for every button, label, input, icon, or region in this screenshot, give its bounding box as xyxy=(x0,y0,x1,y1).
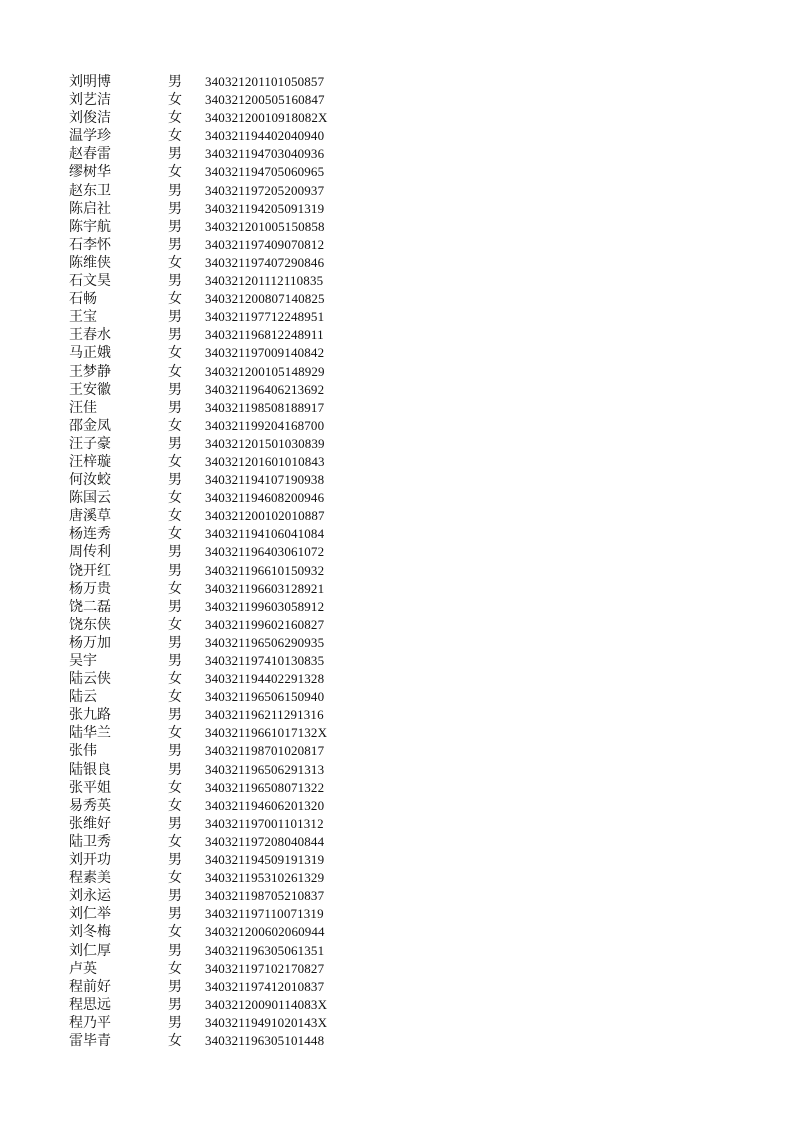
person-name: 吴宇 xyxy=(69,653,97,669)
person-gender: 男 xyxy=(168,1014,182,1031)
person-gender: 女 xyxy=(168,1032,182,1049)
person-id-number: 340321200505160847 xyxy=(205,92,325,108)
person-id-number: 340321199204168700 xyxy=(205,417,325,433)
person-id-number: 34032119491020143X xyxy=(205,1014,328,1030)
person-gender: 男 xyxy=(168,815,182,832)
person-id-number: 340321198705210837 xyxy=(205,888,325,904)
table-row xyxy=(0,942,793,960)
table-row xyxy=(0,616,793,634)
table-row xyxy=(0,417,793,435)
person-name: 刘开功 xyxy=(69,852,111,869)
person-gender: 男 xyxy=(168,761,182,778)
person-gender: 女 xyxy=(168,508,182,525)
person-id-number: 340321201501030839 xyxy=(205,435,325,451)
person-id-number: 340321194402040940 xyxy=(205,128,325,144)
person-name: 王春水 xyxy=(69,327,111,344)
person-id-number: 340321194703040936 xyxy=(205,146,325,162)
person-id-number: 340321199603058912 xyxy=(205,598,325,614)
person-gender: 女 xyxy=(168,616,182,633)
person-id-number: 340321196603128921 xyxy=(205,580,325,596)
person-gender: 男 xyxy=(168,996,182,1013)
person-gender: 女 xyxy=(168,580,182,597)
table-row xyxy=(0,724,793,742)
person-id-number: 340321197409070812 xyxy=(205,236,325,252)
person-id-number: 340321200102010887 xyxy=(205,508,325,524)
table-row xyxy=(0,236,793,254)
table-row xyxy=(0,923,793,941)
person-id-number: 340321198701020817 xyxy=(205,743,325,759)
person-name: 刘冬梅 xyxy=(69,924,111,941)
table-row xyxy=(0,761,793,779)
person-id-number: 340321197009140842 xyxy=(205,345,325,361)
table-row xyxy=(0,543,793,561)
table-row xyxy=(0,326,793,344)
person-gender: 女 xyxy=(168,345,182,362)
person-gender: 男 xyxy=(168,978,182,995)
person-id-number: 340321200807140825 xyxy=(205,291,325,307)
person-id-number: 340321194402291328 xyxy=(205,671,325,687)
person-gender: 男 xyxy=(168,182,182,199)
person-gender: 男 xyxy=(168,634,182,651)
table-row xyxy=(0,779,793,797)
person-name: 石李怀 xyxy=(69,236,111,253)
person-id-number: 340321199602160827 xyxy=(205,616,325,632)
person-id-number: 340321197712248951 xyxy=(205,309,325,325)
table-row xyxy=(0,960,793,978)
table-row xyxy=(0,525,793,543)
person-id-number: 340321196610150932 xyxy=(205,562,325,578)
person-id-number: 340321201005150858 xyxy=(205,218,325,234)
table-row xyxy=(0,163,793,181)
person-name: 何汝蛟 xyxy=(69,472,111,489)
person-gender: 女 xyxy=(168,725,182,742)
person-name: 卢英 xyxy=(69,960,97,977)
table-row xyxy=(0,1014,793,1032)
person-id-number: 340321194705060965 xyxy=(205,164,325,180)
person-gender: 女 xyxy=(168,960,182,977)
table-row xyxy=(0,851,793,869)
person-gender: 女 xyxy=(168,417,182,434)
person-name: 陈启社 xyxy=(69,200,111,217)
person-name: 石畅 xyxy=(69,291,97,308)
person-gender: 男 xyxy=(168,888,182,905)
person-name: 饶开红 xyxy=(69,562,111,579)
person-name: 杨万加 xyxy=(69,634,111,651)
person-name: 饶东侠 xyxy=(69,616,111,633)
person-id-number: 340321196211291316 xyxy=(205,707,324,723)
person-name: 赵东卫 xyxy=(69,182,111,199)
person-name: 马正娥 xyxy=(69,345,111,362)
person-name: 张平姐 xyxy=(69,779,111,796)
person-gender: 男 xyxy=(168,435,182,452)
person-gender: 男 xyxy=(168,273,182,290)
person-id-number: 340321198508188917 xyxy=(205,399,325,415)
table-row xyxy=(0,670,793,688)
table-row xyxy=(0,742,793,760)
person-name: 刘明博 xyxy=(69,74,111,90)
person-id-number: 340321201101050857 xyxy=(205,74,325,89)
records-list xyxy=(0,73,793,1050)
person-gender: 女 xyxy=(168,453,182,470)
person-name: 程乃平 xyxy=(69,1014,111,1031)
person-name: 缪树华 xyxy=(69,164,111,181)
table-row xyxy=(0,580,793,598)
person-name: 杨连秀 xyxy=(69,526,111,543)
person-name: 程前好 xyxy=(69,978,111,995)
table-row xyxy=(0,109,793,127)
person-id-number: 340321194606201320 xyxy=(205,797,325,813)
person-gender: 男 xyxy=(168,74,182,90)
table-row xyxy=(0,797,793,815)
person-name: 刘永运 xyxy=(69,888,111,905)
person-gender: 女 xyxy=(168,833,182,850)
person-id-number: 340321197208040844 xyxy=(205,833,325,849)
table-row xyxy=(0,507,793,525)
person-id-number: 340321201112110835 xyxy=(205,273,324,289)
person-name: 邵金凤 xyxy=(69,417,111,434)
person-id-number: 340321197001101312 xyxy=(205,815,324,831)
person-name: 刘仁厚 xyxy=(69,942,111,959)
table-row xyxy=(0,200,793,218)
person-id-number: 340321194106041084 xyxy=(205,526,325,542)
person-gender: 女 xyxy=(168,128,182,145)
table-row xyxy=(0,652,793,670)
table-row xyxy=(0,182,793,200)
person-name: 王梦静 xyxy=(69,363,111,380)
table-row xyxy=(0,1032,793,1050)
person-name: 汪子豪 xyxy=(69,435,111,452)
person-gender: 男 xyxy=(168,381,182,398)
person-name: 陈宇航 xyxy=(69,218,111,235)
person-name: 陈国云 xyxy=(69,490,111,507)
person-id-number: 340321196506150940 xyxy=(205,689,325,705)
person-gender: 男 xyxy=(168,544,182,561)
table-row xyxy=(0,887,793,905)
person-id-number: 340321201601010843 xyxy=(205,453,325,469)
person-id-number: 340321196406213692 xyxy=(205,381,325,397)
person-id-number: 34032120090114083X xyxy=(205,996,328,1012)
person-gender: 女 xyxy=(168,164,182,181)
person-name: 王安徽 xyxy=(69,381,111,398)
table-row xyxy=(0,471,793,489)
table-row xyxy=(0,634,793,652)
person-gender: 男 xyxy=(168,236,182,253)
person-name: 张九路 xyxy=(69,707,111,724)
person-name: 陆银良 xyxy=(69,761,111,778)
person-gender: 女 xyxy=(168,924,182,941)
person-gender: 男 xyxy=(168,146,182,163)
person-name: 温学珍 xyxy=(69,128,111,145)
person-gender: 男 xyxy=(168,472,182,489)
person-name: 程素美 xyxy=(69,870,111,887)
person-gender: 男 xyxy=(168,200,182,217)
table-row xyxy=(0,91,793,109)
person-name: 周传利 xyxy=(69,544,111,561)
person-id-number: 340321197205200937 xyxy=(205,182,325,198)
person-gender: 女 xyxy=(168,254,182,271)
person-id-number: 340321197102170827 xyxy=(205,960,325,976)
person-id-number: 340321197110071319 xyxy=(205,906,324,922)
person-gender: 女 xyxy=(168,689,182,706)
table-row xyxy=(0,254,793,272)
person-gender: 女 xyxy=(168,291,182,308)
table-row xyxy=(0,399,793,417)
person-id-number: 340321196305061351 xyxy=(205,942,325,958)
person-id-number: 340321196506291313 xyxy=(205,761,325,777)
person-id-number: 340321200105148929 xyxy=(205,363,325,379)
table-row xyxy=(0,381,793,399)
table-row xyxy=(0,598,793,616)
person-gender: 男 xyxy=(168,399,182,416)
person-name: 刘俊洁 xyxy=(69,110,111,127)
person-gender: 男 xyxy=(168,309,182,326)
table-row xyxy=(0,308,793,326)
person-name: 陆云 xyxy=(69,689,97,706)
table-row xyxy=(0,218,793,236)
table-row xyxy=(0,815,793,833)
person-name: 赵春雷 xyxy=(69,146,111,163)
person-id-number: 340321194509191319 xyxy=(205,852,325,868)
person-name: 刘艺洁 xyxy=(69,92,111,109)
person-id-number: 34032120010918082X xyxy=(205,110,328,126)
person-gender: 女 xyxy=(168,490,182,507)
person-gender: 男 xyxy=(168,707,182,724)
table-row xyxy=(0,869,793,887)
person-id-number: 340321196508071322 xyxy=(205,779,325,795)
person-name: 汪佳 xyxy=(69,399,97,416)
person-gender: 女 xyxy=(168,92,182,109)
table-row xyxy=(0,706,793,724)
person-gender: 男 xyxy=(168,598,182,615)
person-gender: 女 xyxy=(168,363,182,380)
person-id-number: 340321194107190938 xyxy=(205,472,325,488)
person-id-number: 340321196403061072 xyxy=(205,544,325,560)
person-name: 张维好 xyxy=(69,815,111,832)
person-gender: 男 xyxy=(168,218,182,235)
person-name: 刘仁举 xyxy=(69,906,111,923)
person-gender: 女 xyxy=(168,526,182,543)
table-row xyxy=(0,562,793,580)
person-gender: 男 xyxy=(168,942,182,959)
person-id-number: 340321197412010837 xyxy=(205,978,325,994)
person-name: 陆卫秀 xyxy=(69,833,111,850)
person-name: 唐溪草 xyxy=(69,508,111,525)
person-id-number: 340321196812248911 xyxy=(205,327,324,343)
person-name: 程思远 xyxy=(69,996,111,1013)
person-id-number: 340321197407290846 xyxy=(205,254,325,270)
person-gender: 女 xyxy=(168,870,182,887)
table-row xyxy=(0,363,793,381)
table-row xyxy=(0,453,793,471)
person-gender: 女 xyxy=(168,671,182,688)
person-gender: 男 xyxy=(168,562,182,579)
table-row xyxy=(0,833,793,851)
person-name: 雷毕青 xyxy=(69,1032,111,1049)
person-id-number: 340321195310261329 xyxy=(205,870,325,886)
person-name: 张伟 xyxy=(69,743,97,760)
person-gender: 男 xyxy=(168,906,182,923)
person-gender: 男 xyxy=(168,743,182,760)
person-name: 陆华兰 xyxy=(69,725,111,742)
person-name: 陆云侠 xyxy=(69,671,111,688)
person-id-number: 340321200602060944 xyxy=(205,924,325,940)
table-row xyxy=(0,489,793,507)
person-id-number: 34032119661017132X xyxy=(205,725,328,741)
person-name: 陈维侠 xyxy=(69,254,111,271)
table-row xyxy=(0,145,793,163)
person-name: 石文昊 xyxy=(69,273,111,290)
person-gender: 女 xyxy=(168,797,182,814)
person-gender: 男 xyxy=(168,653,182,669)
table-row xyxy=(0,978,793,996)
person-name: 汪梓璇 xyxy=(69,453,111,470)
person-id-number: 340321196305101448 xyxy=(205,1032,325,1048)
person-name: 饶二磊 xyxy=(69,598,111,615)
person-gender: 女 xyxy=(168,110,182,127)
person-gender: 女 xyxy=(168,779,182,796)
table-row xyxy=(0,905,793,923)
person-name: 杨万贵 xyxy=(69,580,111,597)
table-row xyxy=(0,996,793,1014)
table-row xyxy=(0,127,793,145)
person-name: 王宝 xyxy=(69,309,97,326)
person-gender: 男 xyxy=(168,852,182,869)
person-id-number: 340321197410130835 xyxy=(205,653,325,668)
person-name: 易秀英 xyxy=(69,797,111,814)
person-id-number: 340321196506290935 xyxy=(205,634,325,650)
table-row xyxy=(0,344,793,362)
person-id-number: 340321194205091319 xyxy=(205,200,325,216)
table-row xyxy=(0,688,793,706)
table-row xyxy=(0,272,793,290)
table-row xyxy=(0,73,793,91)
person-gender: 男 xyxy=(168,327,182,344)
table-row xyxy=(0,435,793,453)
table-row xyxy=(0,290,793,308)
person-id-number: 340321194608200946 xyxy=(205,490,325,506)
